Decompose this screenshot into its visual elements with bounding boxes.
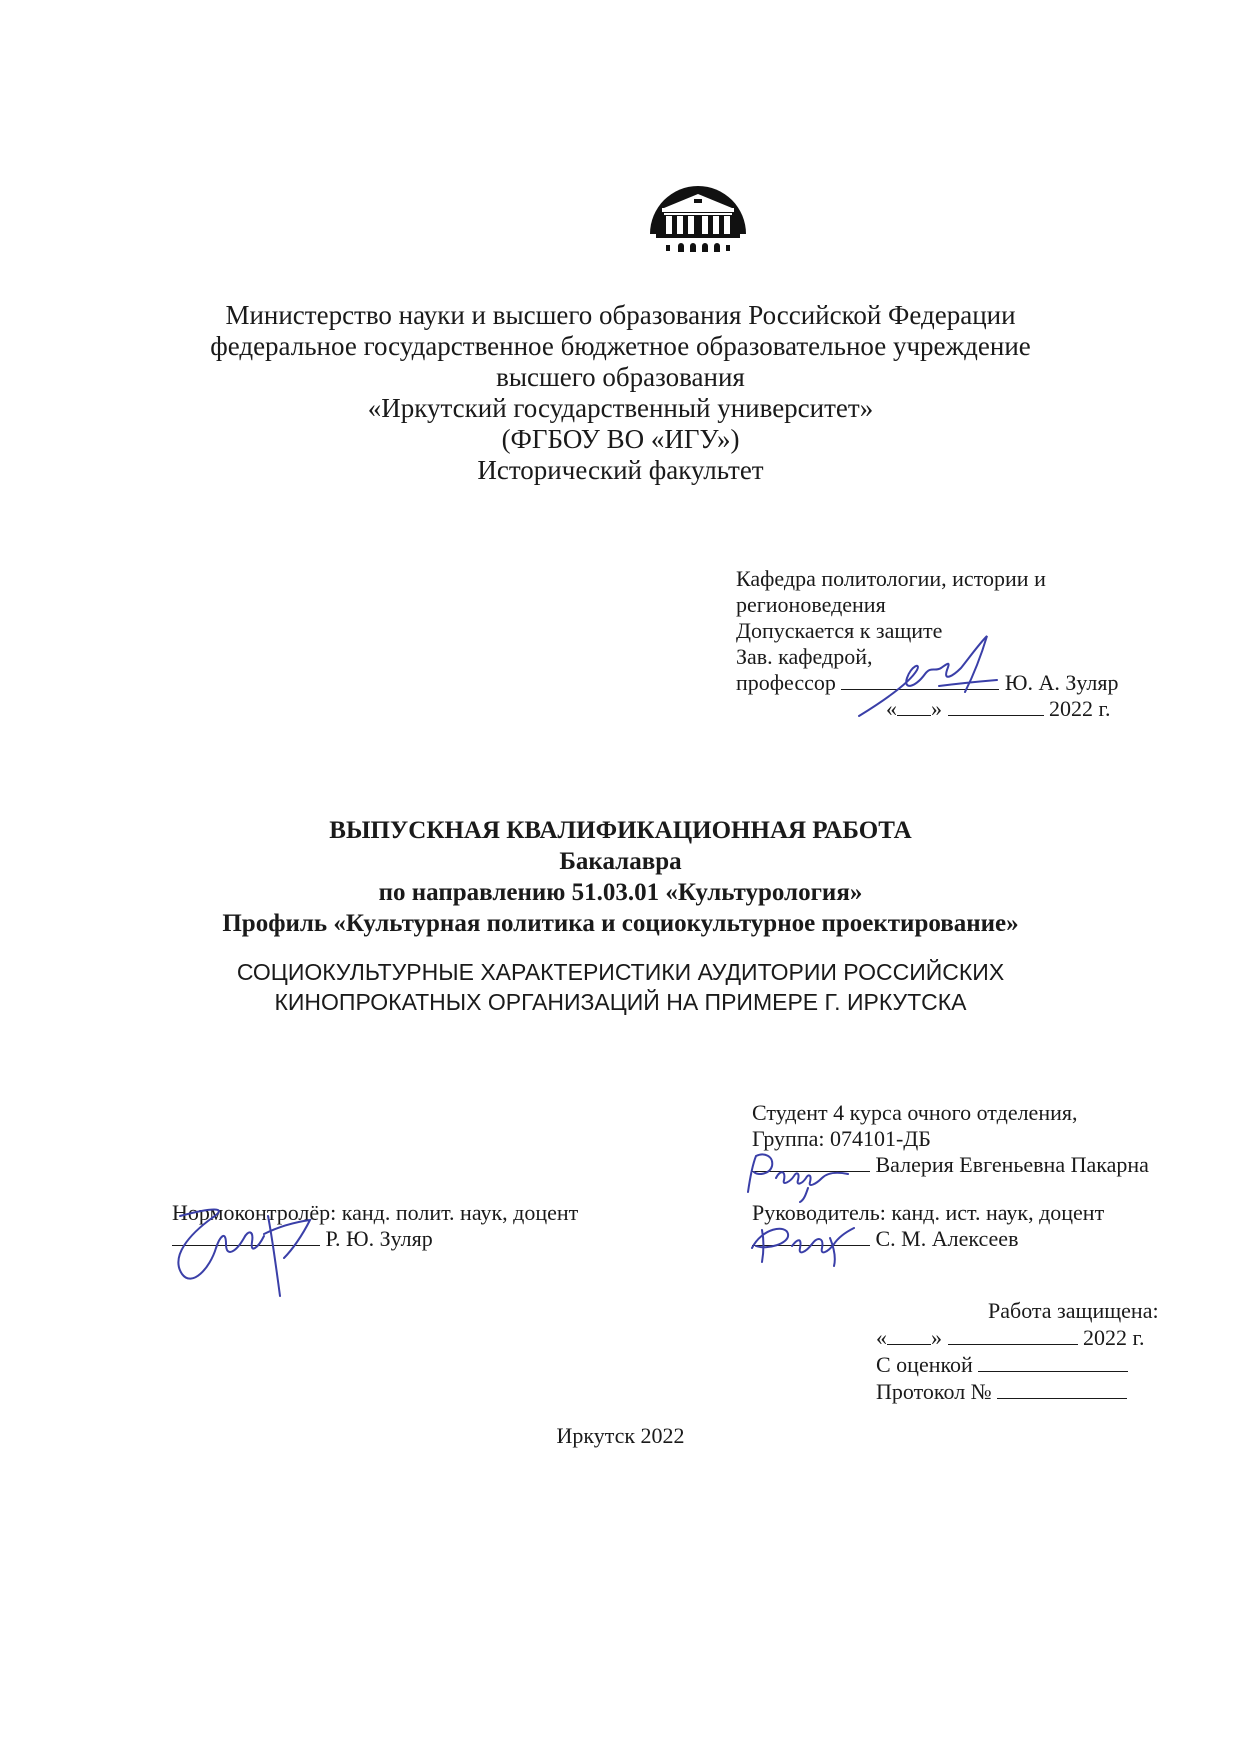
thesis-title-block [0,815,1241,939]
header-line-university-name: «Иркутский государственный университет» [367,393,874,423]
normocontrol-name: Р. Ю. Зуляр [325,1226,433,1251]
defense-date-line [876,1324,1159,1351]
study-profile: Профиль «Культурная политика и социокультурное проектирование» [222,910,1019,937]
header-line-faculty: Исторический факультет [477,455,764,485]
defense-year: 2022 г. [1083,1325,1145,1350]
advisor-name: С. М. Алексеев [875,1226,1019,1251]
student-name: Валерия Евгеньевна Пакарна [875,1152,1149,1177]
degree-level: Бакалавра [559,848,682,875]
advisor-block [752,1200,1104,1252]
student-group: Группа: 074101-ДБ [752,1126,931,1151]
student-signature-line [752,1152,1149,1178]
thesis-topic [0,957,1241,1017]
student-course: Студент 4 курса очного отделения, [752,1100,1078,1125]
date-quote-open: « [886,696,897,721]
topic-line1: СОЦИОКУЛЬТУРНЫЕ ХАРАКТЕРИСТИКИ АУДИТОРИИ РОССИЙСКИХ [236,959,1005,985]
approval-date-line [736,696,1119,722]
approval-block [736,566,1119,722]
normocontrol-block [172,1200,578,1252]
grade-blank [978,1353,1128,1372]
defense-day-blank [887,1326,931,1345]
head-of-department-line: Зав. кафедрой, [736,644,873,669]
month-blank [948,697,1044,716]
date-quote-close: » [931,696,942,721]
student-signature-blank [752,1153,870,1172]
professor-signature-line [736,670,1119,696]
signature-blank [841,671,999,690]
normocontrol-signature-line [172,1226,578,1252]
protocol-blank [997,1380,1127,1399]
defense-date-quote-close: » [931,1325,942,1350]
city-year: Иркутск 2022 [556,1423,685,1448]
defense-month-blank [948,1326,1078,1345]
professor-name: Ю. А. Зуляр [1004,670,1119,695]
department-line2: регионоведения [736,592,886,617]
header-line-institution-type: федеральное государственное бюджетное образовательное учреждение [210,331,1031,361]
professor-label: профессор [736,670,836,695]
institution-header [0,300,1241,486]
advisor-signature-blank [752,1227,870,1246]
advisor-title: Руководитель: канд. ист. наук, доцент [752,1200,1105,1225]
defense-block [876,1297,1159,1405]
student-block [752,1100,1149,1178]
normocontrol-title: Нормоконтролёр: канд. полит. наук, доцент [172,1200,579,1225]
advisor-signature-line [752,1226,1104,1252]
grade-line [876,1351,1159,1378]
protocol-label: Протокол № [876,1379,992,1404]
header-line-ministry: Министерство науки и высшего образования Российской Федерации [225,300,1016,330]
header-line-abbreviation: (ФГБОУ ВО «ИГУ») [501,424,740,454]
day-blank [897,697,931,716]
department-line1: Кафедра политологии, истории и [736,566,1046,591]
university-logo [648,182,748,274]
grade-label: С оценкой [876,1352,973,1377]
topic-line2: КИНОПРОКАТНЫХ ОРГАНИЗАЦИЙ НА ПРИМЕРЕ Г. ИРКУТСКА [274,989,967,1015]
defense-date-quote-open: « [876,1325,887,1350]
approval-year: 2022 г. [1049,696,1111,721]
field-of-study: по направлению 51.03.01 «Культурология» [378,879,863,906]
thesis-type: ВЫПУСКНАЯ КВАЛИФИКАЦИОННАЯ РАБОТА [329,817,912,844]
normocontrol-signature-blank [172,1227,320,1246]
protocol-line [876,1378,1159,1405]
header-line-education-level: высшего образования [496,362,745,392]
admission-line: Допускается к защите [736,618,943,643]
defense-title: Работа защищена: [988,1298,1159,1323]
